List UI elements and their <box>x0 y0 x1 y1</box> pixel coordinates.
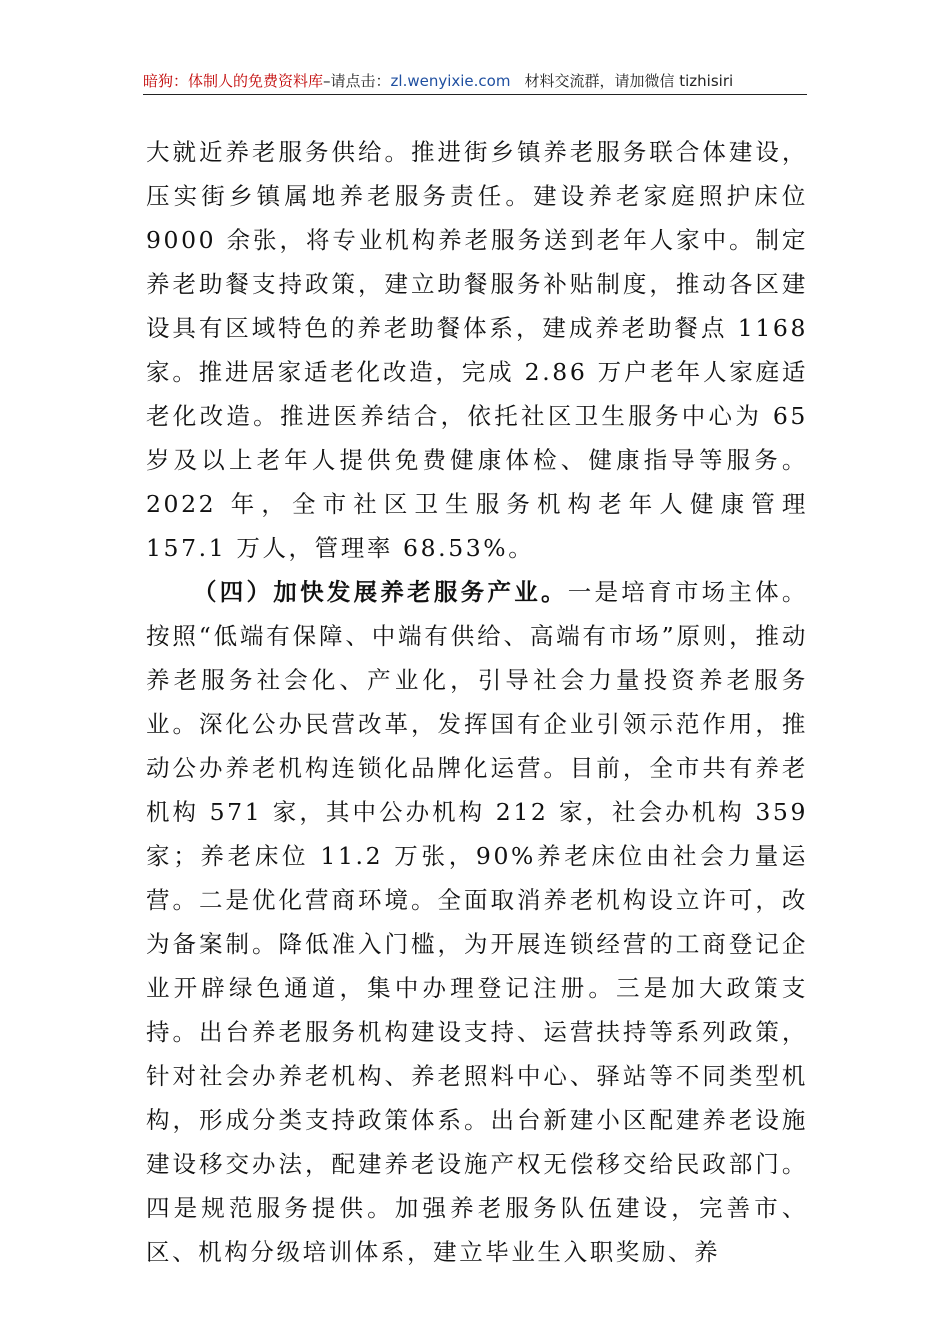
header-link[interactable]: zl.wenyixie.com <box>390 72 511 90</box>
paragraph-2 <box>146 570 808 1274</box>
paragraph-2-text: 一是培育市场主体。按照“低端有保障、中端有供给、高端有市场”原则，推动养老服务社会化、产业化，引导社会力量投资养老服务业。深化公办民营改革，发挥国有企业引领示范作用，推动公办养老机构连锁化品牌化运营。目前，全市共有养老机构 571 家，其中公办机构 212 家，社会办机构 359 家；养老床位 11.2 万张，90%养老床位由社会力量运营。二是优化营商环境。全面取消养老机构设立许可，改为备案制。降低准入门槛，为开展连锁经营的工商登记企业开辟绿色通道，集中办理登记注册。三是加大政策支持。出台养老服务机构建设支持、运营扶持等系列政策，针对社会办养老机构、养老照料中心、驿站等不同类型机构，形成分类支持政策体系。出台新建小区配建养老设施建设移交办法，配建养老设施产权无偿移交给民政部门。四是规范服务提供。加强养老服务队伍建设，完善市、区、机构分级培训体系，建立毕业生入职奖励、养 <box>146 578 808 1266</box>
header-group-note: 材料交流群，请加微信 tizhisiri <box>524 72 734 90</box>
document-body <box>146 130 808 1274</box>
page-header <box>143 68 807 95</box>
paragraph-1-text: 大就近养老服务供给。推进街乡镇养老服务联合体建设，压实街乡镇属地养老服务责任。建设养老家庭照护床位 9000 余张，将专业机构养老服务送到老年人家中。制定养老助餐支持政策，建立助餐服务补贴制度，推动各区建设具有区域特色的养老助餐体系，建成养老助餐点 1168 家。推进居家适老化改造，完成 2.86 万户老年人家庭适老化改造。推进医养结合，依托社区卫生服务中心为 65 岁及以上老年人提供免费健康体检、健康指导等服务。2022 年，全市社区卫生服务机构老年人健康管理 157.1 万人，管理率 68.53%。 <box>146 138 808 562</box>
section-heading: （四）加快发展养老服务产业。 <box>193 578 568 606</box>
header-brand: 暗狗：体制人的免费资料库 <box>143 72 324 90</box>
header-prompt: –请点击： <box>323 72 391 90</box>
paragraph-1 <box>146 130 808 570</box>
